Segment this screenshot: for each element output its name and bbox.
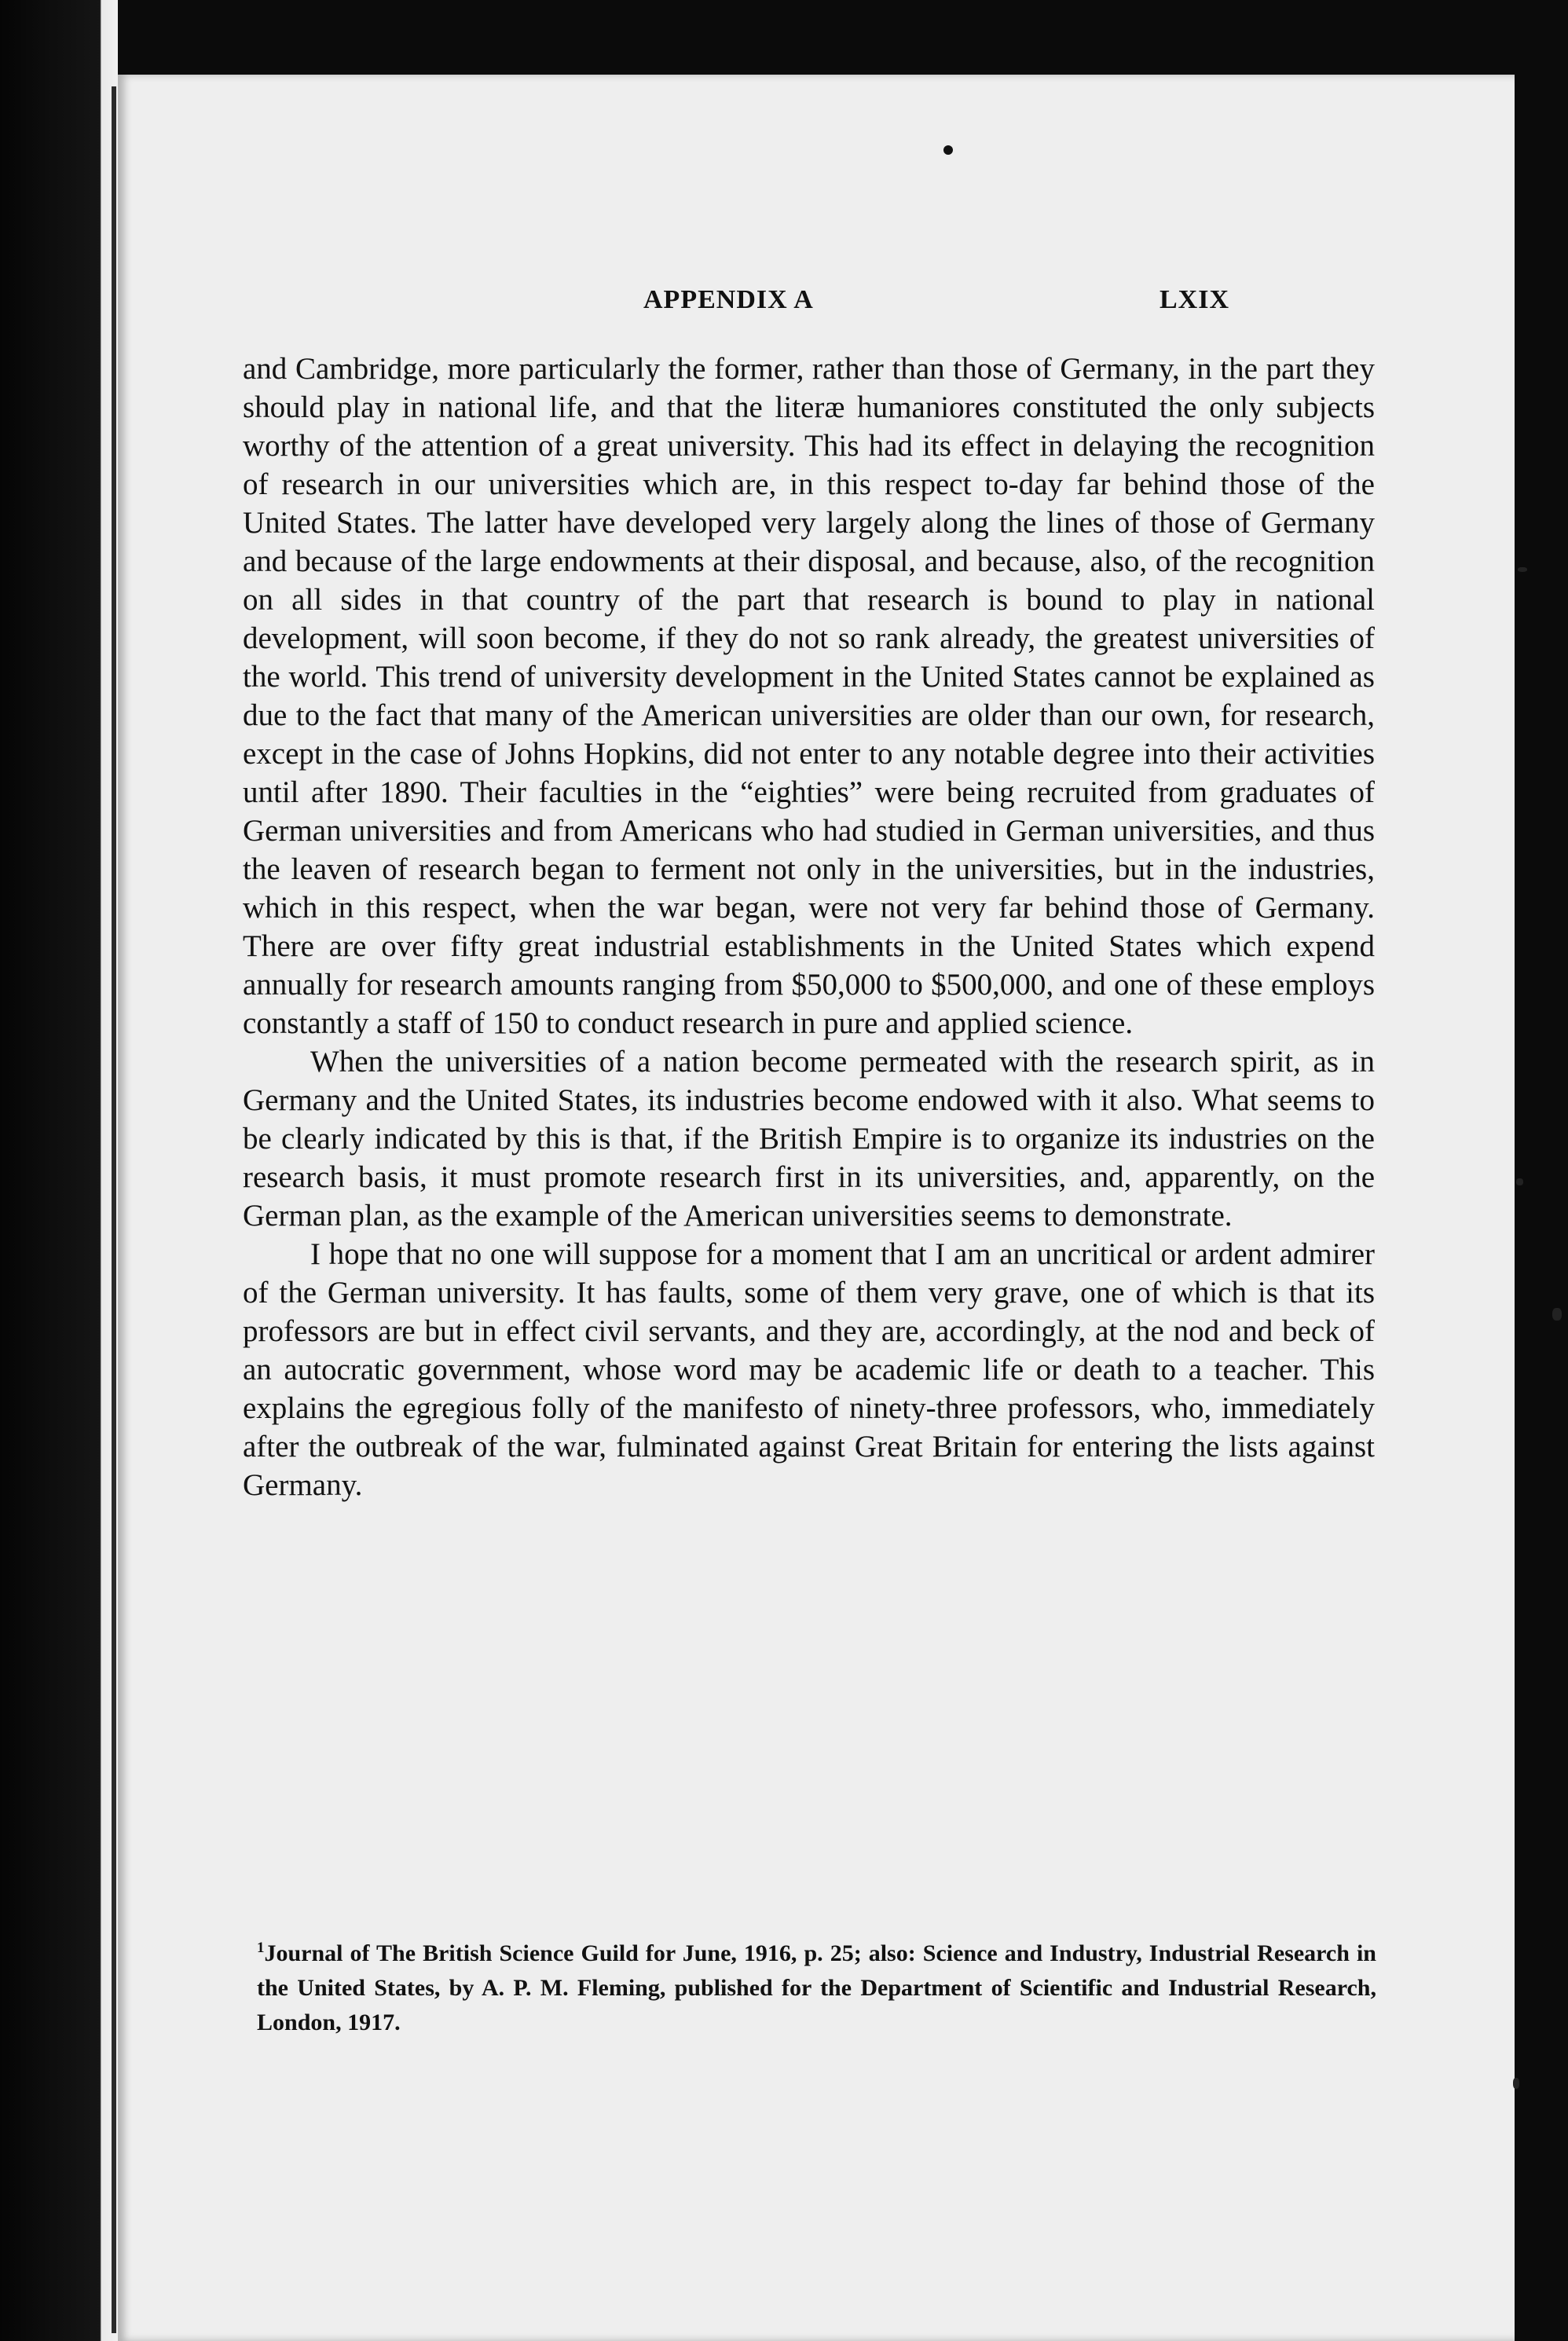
footnote (257, 1936, 1376, 2040)
book-page (118, 75, 1515, 2341)
paragraph: and Cambridge, more particularly the former, rather than those of Germany, in the part they should play in national life, and that the literæ humaniores constituted the only subjects worthy of the attention of a great university. This had its effect in delaying the recognition of research in our universities which are, in this respect to-day far behind those of the United States. The latter have developed very largely along the lines of those of Germany and because of the large endowments at their disposal, and because, also, of the recognition on all sides in that country of the part that research is bound to play in national development, will soon become, if they do not so rank already, the greatest universities of the world. This trend of university development in the United States cannot be explained as due to the fact that many of the American universities are older than our own, for research, except in the case of Johns Hopkins, did not enter to any notable degree into their activities until after 1890. Their faculties in the “eighties” were being recruited from graduates of German universities and from Americans who had studied in German universities, and thus the leaven of research began to ferment not only in the universities, but in the industries, which in this respect, when the war began, were not very far behind those of Germany. There are over fifty great industrial establishments in the United States which expend annually for research amounts ranging from $50,000 to $500,000, and one of these employs constantly a staff of 150 to conduct research in pure and applied science. (243, 352, 1375, 1040)
scan-speck (1516, 1178, 1523, 1185)
ink-dot (943, 145, 953, 155)
scan-speck (1513, 2078, 1519, 2089)
paragraph: I hope that no one will suppose for a moment that I am an uncritical or ardent admirer of the German university. It has faults, some of them very grave, one of which is that its professors are but in effect civil servants, and they are, accordingly, at the nod and beck of an autocratic government, whose word may be academic life or death to a teacher. This explains the egregious folly of the manifesto of ninety-three professors, who, immediately after the outbreak of the war, fulminated against Great Britain for entering the lists against Germany. (243, 1237, 1375, 1502)
footnote-marker: 1 (257, 1940, 265, 1956)
book-spine-edge (0, 0, 118, 2341)
running-header-title: APPENDIX A (643, 285, 814, 314)
footnote-text: Journal of The British Science Guild for June, 1916, p. 25; also: Science and Industry, Industrial Research in the United States, by A. P. M. Fleming, published for the Department of Scientific and Industrial Research, London, 1917. (257, 1940, 1376, 2035)
scan-speck (1552, 1308, 1562, 1321)
page-binding-line (112, 86, 116, 2333)
running-header (118, 285, 1515, 324)
page-number: LXIX (1160, 285, 1230, 314)
paragraph: When the universities of a nation become permeated with the research spirit, as in Germany and the United States, its industries become endowed with it also. What seems to be clearly indicated by this is that, if the British Empire is to organize its industries on the research basis, it must promote research first in its universities, and, apparently, on the German plan, as the example of the American universities seems to demonstrate. (243, 1045, 1375, 1233)
body-text (243, 350, 1375, 1504)
scan-speck (1518, 567, 1527, 572)
